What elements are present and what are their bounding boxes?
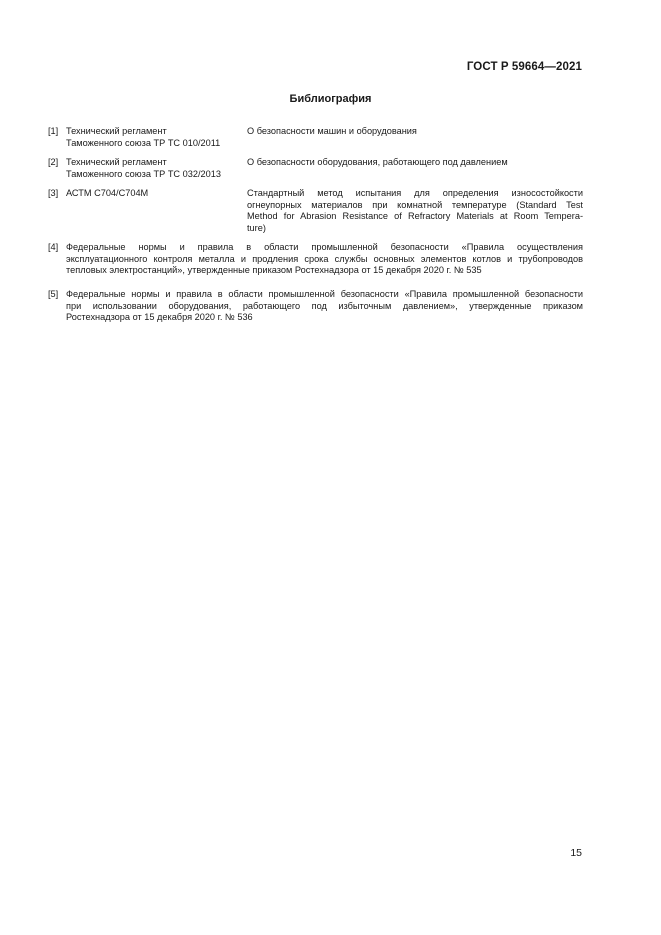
entry-description: О безопасности машин и оборудования [247, 126, 417, 136]
entry-number: [4] [48, 242, 59, 252]
entry-text: Федеральные нормы и правила в области промышленной безопасности «Правила промышленной безопасности при использовании оборудования, работающего под избыточным давлением», утвержденные приказом Ростехнадзора от 15 декабря 2020 г. № 536 [66, 289, 583, 323]
document-code: ГОСТ Р 59664—2021 [466, 61, 582, 73]
entry-number: [1] [48, 126, 59, 136]
entry-text: Федеральные нормы и правила в области промышленной безопасности «Правила осуществления эксплуатационного контроля металла и продления срока службы основных элементов котлов и трубопроводов тепловых электростанций», утвержденные приказом Ростехнадзора от 15 декабря 2020 г. № 535 [66, 242, 583, 276]
page-number: 15 [570, 847, 582, 859]
entry-number: [5] [48, 289, 59, 299]
entry-number: [3] [48, 188, 59, 198]
entry-reference: Технический регламент Таможенного союза ТР ТС 010/2011 [66, 126, 221, 148]
entry-number: [2] [48, 157, 59, 167]
entry-reference: Технический регламент Таможенного союза ТР ТС 032/2013 [66, 157, 221, 179]
entry-description: О безопасности оборудования, работающего под давлением [247, 157, 508, 167]
entry-description: Стандартный метод испытания для определения износостойкости огнеупорных материалов при комнатной температуре (Standard Test Method for Abrasion Resistance of Refractory Materials at Room Tempera- ture) [247, 188, 583, 233]
entry-reference: АСТМ С704/С704М [66, 188, 149, 198]
section-title: Библиография [289, 93, 372, 105]
